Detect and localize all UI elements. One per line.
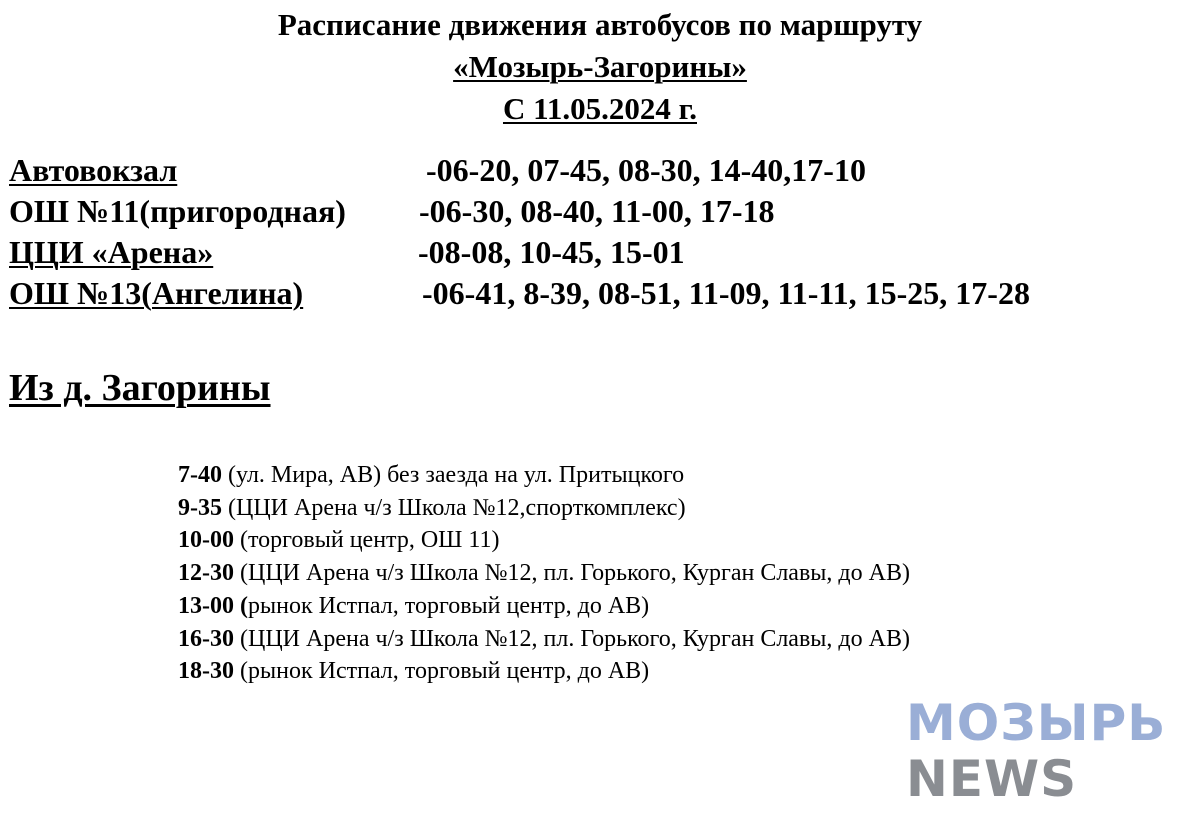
departure-row: [178, 524, 910, 557]
watermark-line2: NEWS: [906, 750, 1078, 808]
stop-times: -06-41, 8-39, 08-51, 11-09, 11-11, 15-25, 17-28: [422, 275, 1030, 311]
departure-row: [178, 655, 910, 688]
stop-row: [9, 273, 1199, 314]
stop-row: [9, 232, 1199, 273]
departure-row: [178, 492, 910, 525]
schedule-header: [0, 4, 1200, 130]
departure-note: рынок Истпал, торговый центр, до АВ): [247, 592, 650, 619]
departure-note: (ЦЦИ Арена ч/з Школа №12, пл. Горького, Курган Славы, до АВ): [234, 625, 910, 652]
stop-row: [9, 150, 1199, 191]
effective-date: С 11.05.2024 г.: [502, 91, 697, 126]
departures-list: [178, 459, 910, 688]
departure-row: [178, 459, 910, 492]
schedule-title: Расписание движения автобусов по маршруту: [277, 7, 923, 42]
news-watermark-logo: [906, 695, 1176, 807]
departure-time: 9-35: [178, 494, 222, 521]
departure-time: 16-30: [178, 625, 234, 652]
departure-row: [178, 590, 910, 623]
departure-time: 10-00: [178, 527, 234, 554]
departure-note: (ЦЦИ Арена ч/з Школа №12,спорткомплекс): [222, 494, 686, 521]
stops-list: [9, 150, 1199, 314]
departure-time: 12-30: [178, 560, 234, 587]
departure-row: [178, 623, 910, 656]
departure-note: (ул. Мира, АВ) без заезда на ул. Притыцкого: [222, 462, 685, 488]
departure-note: (торговый центр, ОШ 11): [234, 527, 500, 554]
section-title: Из д. Загорины: [9, 367, 271, 409]
departure-row: [178, 557, 910, 590]
stop-times: -06-30, 08-40, 11-00, 17-18: [419, 193, 775, 229]
stop-name: ОШ №13(Ангелина): [9, 275, 304, 311]
stop-name: Автовокзал: [9, 152, 178, 188]
stop-name: ОШ №11(пригородная): [9, 193, 346, 229]
route-name: «Мозырь-Загорины»: [453, 49, 747, 84]
departure-note: (ЦЦИ Арена ч/з Школа №12, пл. Горького, Курган Славы, до АВ): [234, 560, 910, 587]
stop-times: -08-08, 10-45, 15-01: [418, 234, 685, 270]
stop-row: [9, 191, 1199, 232]
departure-time: 13-00 (: [178, 592, 248, 619]
departure-time: 18-30: [178, 658, 234, 685]
departure-note: (рынок Истпал, торговый центр, до АВ): [234, 658, 650, 685]
stop-times: -06-20, 07-45, 08-30, 14-40,17-10: [426, 152, 866, 188]
watermark-line1: МОЗЫРЬ: [906, 694, 1167, 752]
departure-time: 7-40: [178, 462, 222, 488]
stop-name: ЦЦИ «Арена»: [9, 234, 214, 270]
